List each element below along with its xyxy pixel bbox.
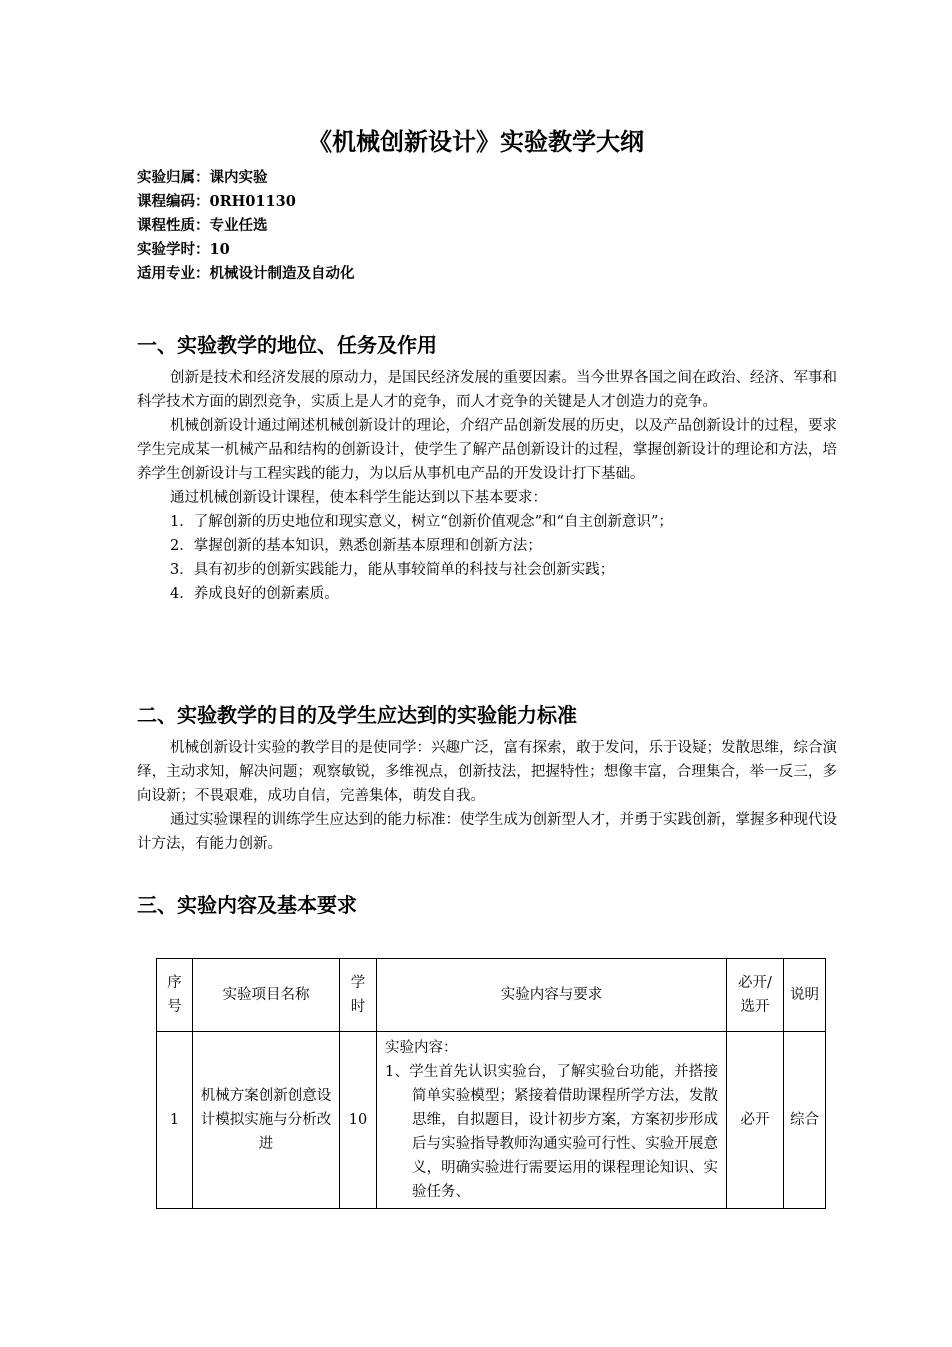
cell-seq: 1 [157,1032,193,1209]
experiment-table [156,958,826,1209]
header-required: 必开/选开 [727,959,784,1032]
header-content: 实验内容与要求 [377,959,727,1032]
cell-required: 必开 [727,1032,784,1209]
section-3 [137,890,837,926]
content-item: 1、学生首先认识实验台，了解实验台功能，并搭接简单实验模型；紧接着借助课程所学方法，发散思维，自拟题目，设计初步方案，方案初步形成后与实验指导教师沟通实验可行性、实验开展意义，明确实验进行需要运用的课程理论知识、实验任务、 [385,1064,718,1200]
meta-value: 课内实验 [209,169,268,186]
header-name: 实验项目名称 [193,959,340,1032]
meta-value: 机械设计制造及自动化 [209,265,355,282]
list-item: 3．具有初步的创新实践能力，能从事较简单的科技与社会创新实践； [170,562,615,578]
table-header-row [157,959,826,1032]
header-note: 说明 [784,959,826,1032]
document-title: 《机械创新设计》实验教学大纲 [308,127,644,156]
header-hours: 学时 [340,959,377,1032]
meta-line [137,238,355,262]
meta-label: 实验归属： [137,169,210,186]
meta-label: 课程性质： [137,217,210,234]
paragraph: 机械创新设计通过阐述机械创新设计的理论，介绍产品创新发展的历史，以及产品创新设计的过程，要求学生完成某一机械产品和结构的创新设计，使学生了解产品创新设计的过程，掌握创新设计的理论和方法，培养学生创新设计与工程实践的能力，为以后从事机电产品的开发设计打下基础。 [137,418,837,482]
meta-label: 实验学时： [137,241,210,258]
cell-hours: 10 [340,1032,377,1209]
meta-label: 课程编码： [137,193,210,210]
section-heading: 一、实验教学的地位、任务及作用 [137,333,437,357]
course-meta [137,166,355,286]
meta-line [137,190,355,214]
meta-label: 适用专业： [137,265,210,282]
paragraph: 创新是技术和经济发展的原动力，是国民经济发展的重要因素。当今世界各国之间在政治、经济、军事和科学技术方面的剧烈竞争，实质上是人才的竞争，而人才竞争的关键是人才创造力的竞争。 [137,370,837,410]
list-item: 2．掌握创新的基本知识，熟悉创新基本原理和创新方法； [170,538,542,554]
paragraph: 通过实验课程的训练学生应达到的能力标准：使学生成为创新型人才，并勇于实践创新，掌握多种现代设计方法，有能力创新。 [137,812,837,852]
meta-line [137,214,355,238]
meta-line [137,262,355,286]
cell-content [377,1032,727,1209]
meta-value: 10 [209,241,230,258]
meta-line [137,166,355,190]
meta-value: 专业任选 [209,217,268,234]
meta-value: 0RH01130 [209,193,296,210]
section-heading: 二、实验教学的目的及学生应达到的实验能力标准 [137,703,577,727]
section-2 [137,700,837,856]
paragraph: 机械创新设计实验的教学目的是使同学：兴趣广泛，富有探索，敢于发问，乐于设疑；发散思维，综合演绎，主动求知，解决问题；观察敏锐，多维视点，创新技法，把握特性；想像丰富，合理集合，举一反三，多向设新；不畏艰难，成功自信，完善集体，萌发自我。 [137,740,837,804]
list-item: 4．养成良好的创新素质。 [170,586,339,602]
list-item: 1．了解创新的历史地位和现实意义，树立“创新价值观念”和“自主创新意识”； [170,514,673,530]
table-row [157,1032,826,1209]
section-heading: 三、实验内容及基本要求 [137,893,357,917]
section-1 [137,330,837,606]
header-seq: 序号 [157,959,193,1032]
cell-name: 机械方案创新创意设计模拟实施与分析改进 [193,1032,340,1209]
content-label: 实验内容： [385,1040,458,1056]
cell-note: 综合 [784,1032,826,1209]
paragraph: 通过机械创新设计课程，使本科学生能达到以下基本要求： [170,490,547,506]
